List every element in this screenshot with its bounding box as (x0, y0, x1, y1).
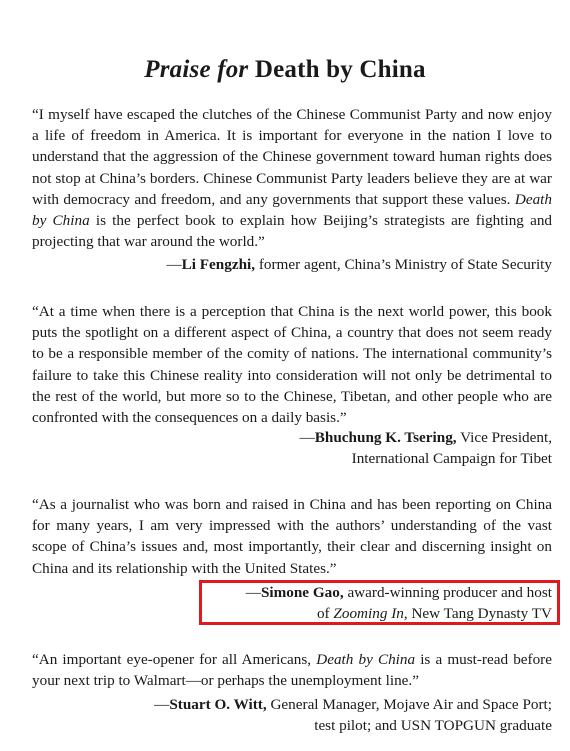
quote-4-attribution (154, 694, 552, 736)
quote-2-author: Bhuchung K. Tsering, (314, 429, 457, 446)
quote-3-role: award-winning producer and host (343, 584, 552, 601)
quote-2-attribution (300, 427, 552, 469)
title-rest: Death by China (254, 56, 426, 83)
attribution-dash: — (245, 584, 261, 601)
quote-4-book-title: Death by China (316, 651, 416, 668)
quote-2-organization: International Campaign for Tibet (351, 450, 552, 468)
quote-3-role-prefix: of (316, 605, 334, 623)
quote-4-part-2: is a must-read before your next trip to Walmart—or perhaps the unemployment line.” (32, 651, 552, 690)
quote-1-role: former agent, China’s Ministry of State Security (255, 256, 552, 273)
quote-3-author: Simone Gao, (260, 584, 344, 601)
quote-4-part-1: “An important eye-opener for all Americans, (32, 651, 317, 668)
quote-3-network: , New Tang Dynasty TV (403, 605, 552, 623)
quote-4-credentials: test pilot; and USN TOPGUN graduate (314, 717, 552, 735)
attribution-dash: — (154, 696, 170, 713)
attribution-dash: — (299, 429, 315, 446)
quote-2-role: Vice President, (456, 429, 552, 446)
attribution-dash: — (166, 256, 182, 273)
highlight-box (199, 580, 560, 625)
quote-1-book-title: Death by China (32, 190, 552, 230)
quote-4-role: General Manager, Mojave Air and Space Port; (266, 696, 552, 713)
quote-4-text (32, 649, 552, 691)
quote-1-attribution (166, 254, 552, 275)
quote-4-author: Stuart O. Witt, (169, 696, 267, 713)
quote-1-part-2: is the perfect book to explain how Beijing’s strategists are fighting and projecting that war around the world.” (32, 212, 553, 251)
quote-1-text (32, 104, 552, 252)
page-title (0, 56, 570, 84)
quote-2-text: “At a time when there is a perception that China is the next world power, this book puts the spotlight on a different aspect of China, a country that does not seem ready to be a responsible member of the comity of nations. The international community’s failure to take this Chinese reality into consideration will not only be detrimental to the rest of the world, but more so to the Chinese, Tibetan, and other people who are confronted with the consequences on a daily basis.” (32, 303, 552, 427)
quote-3-text: “As a journalist who was born and raised in China and has been reporting on China for many years, I am very impressed with the authors’ understanding of the vast scope of China’s issues and, most importantly, their clear and discerning insight on China and its relationship with the United States.” (32, 496, 552, 577)
quote-1-part-1: “I myself have escaped the clutches of the Chinese Communist Party and now enjoy a life of freedom in America. It is important for everyone in the nation I love to understand that the aggression of the Chinese government toward human rights does not stop at China’s borders. Chinese Communist Party leaders believe they are at war with democracy and freedom, and any governments that support these values. (32, 106, 552, 208)
quote-3-show-title: Zooming In (333, 605, 404, 623)
title-italic: Praise for (144, 56, 249, 83)
quote-1-author: Li Fengzhi, (181, 256, 256, 273)
